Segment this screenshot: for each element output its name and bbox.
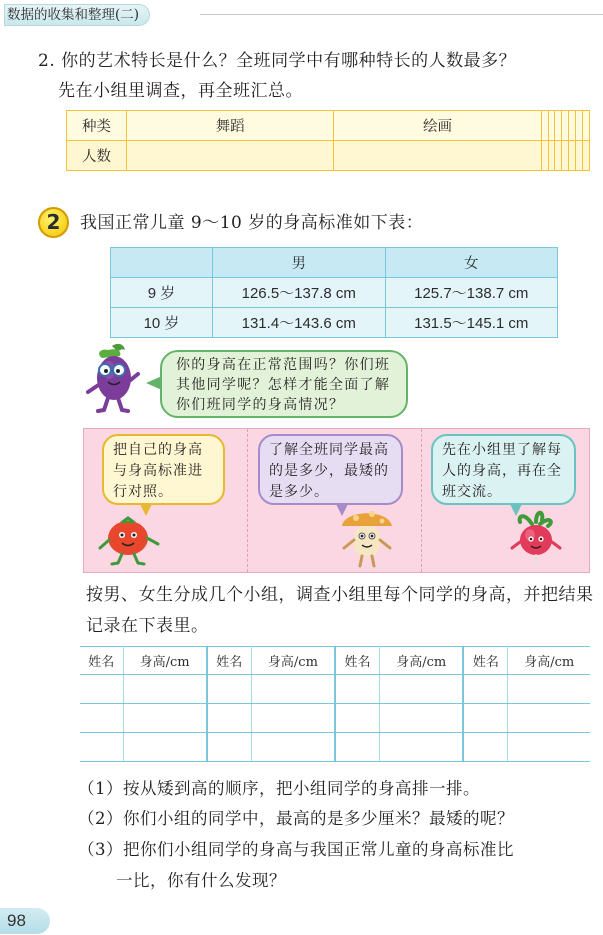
- talent-cell: 种类: [67, 111, 127, 141]
- record-header-height: 身高/cm: [123, 647, 207, 675]
- header-rule: [200, 14, 603, 15]
- record-table: [80, 646, 590, 762]
- height-table-row: [111, 308, 558, 338]
- panel-divider: [421, 429, 422, 572]
- record-header-name: 姓名: [207, 647, 252, 675]
- eggplant-speech-bubble: 你的身高在正常范围吗？你们班其他同学呢？怎样才能全面了解你们班同学的身高情况？: [160, 350, 408, 418]
- record-cell[interactable]: [463, 704, 508, 733]
- record-table-header: [80, 647, 590, 675]
- tomato-speech-bubble: 把自己的身高与身高标准进行对照。: [102, 434, 225, 505]
- talent-cell[interactable]: [576, 141, 583, 171]
- eggplant-character-icon: [78, 340, 148, 415]
- talent-cell[interactable]: [548, 111, 555, 141]
- talent-row-count: [67, 141, 590, 171]
- record-cell[interactable]: [380, 704, 464, 733]
- record-header-name: 姓名: [80, 647, 123, 675]
- record-table-row: [80, 675, 590, 704]
- talent-cell[interactable]: [555, 141, 562, 171]
- talent-cell: 舞蹈: [127, 111, 334, 141]
- question-2-line2: 先在小组里调查，再全班汇总。: [58, 81, 303, 101]
- question-2: [38, 46, 593, 106]
- talent-cell[interactable]: [562, 111, 569, 141]
- record-cell[interactable]: [207, 733, 252, 762]
- height-table-value: 131.4～143.6 cm: [213, 308, 386, 338]
- talent-cell[interactable]: [555, 111, 562, 141]
- record-cell[interactable]: [80, 704, 123, 733]
- page-header: [0, 0, 603, 30]
- record-cell[interactable]: [508, 733, 590, 762]
- talent-cell: 人数: [67, 141, 127, 171]
- mushroom-speech-bubble: 了解全班同学最高的是多少，最矮的是多少。: [258, 434, 403, 505]
- record-cell[interactable]: [463, 675, 508, 704]
- height-table-col-boys: 男: [213, 248, 386, 278]
- height-table-corner: [111, 248, 213, 278]
- section-number-badge: 2: [38, 207, 69, 238]
- record-header-height: 身高/cm: [380, 647, 464, 675]
- talent-cell[interactable]: [127, 141, 334, 171]
- talent-cell[interactable]: [334, 141, 541, 171]
- record-header-height: 身高/cm: [508, 647, 590, 675]
- radish-speech-bubble: 先在小组里了解每人的身高，再在全班交流。: [431, 434, 576, 505]
- subquestion-3: （3）把你们小组同学的身高与我国正常儿童的身高标准比: [78, 840, 514, 859]
- height-table-header: [111, 248, 558, 278]
- height-table-value: 126.5～137.8 cm: [213, 278, 386, 308]
- record-cell[interactable]: [335, 704, 380, 733]
- record-cell[interactable]: [123, 733, 207, 762]
- talent-cell[interactable]: [541, 141, 548, 171]
- talent-cell: 绘画: [334, 111, 541, 141]
- record-cell[interactable]: [508, 675, 590, 704]
- record-header-height: 身高/cm: [251, 647, 335, 675]
- tomato-character-icon: [96, 508, 166, 566]
- record-cell[interactable]: [207, 675, 252, 704]
- talent-cell[interactable]: [583, 111, 590, 141]
- talent-cell[interactable]: [569, 141, 576, 171]
- record-header-name: 姓名: [463, 647, 508, 675]
- talent-cell[interactable]: [583, 141, 590, 171]
- subquestion-1: （1）按从矮到高的顺序，把小组同学的身高排一排。: [78, 779, 480, 798]
- talent-cell[interactable]: [541, 111, 548, 141]
- record-cell[interactable]: [251, 733, 335, 762]
- record-cell[interactable]: [80, 733, 123, 762]
- question-2-line1: 2. 你的艺术特长是什么？全班同学中有哪种特长的人数最多？: [38, 51, 517, 71]
- radish-character-icon: [506, 508, 566, 566]
- panel-divider: [247, 429, 248, 572]
- record-table-row: [80, 733, 590, 762]
- record-cell[interactable]: [335, 675, 380, 704]
- record-cell[interactable]: [380, 675, 464, 704]
- record-cell[interactable]: [251, 675, 335, 704]
- subquestion-3-continued: 一比，你有什么发现？: [116, 871, 286, 890]
- record-cell[interactable]: [123, 704, 207, 733]
- talent-cell[interactable]: [569, 111, 576, 141]
- height-table-age: 9 岁: [111, 278, 213, 308]
- record-cell[interactable]: [463, 733, 508, 762]
- talent-table: [66, 110, 590, 171]
- record-cell[interactable]: [123, 675, 207, 704]
- page-number: 98: [0, 908, 50, 934]
- record-table-row: [80, 704, 590, 733]
- height-table-age: 10 岁: [111, 308, 213, 338]
- record-cell[interactable]: [380, 733, 464, 762]
- subquestion-2: （2）你们小组的同学中，最高的是多少厘米？最矮的呢？: [78, 809, 514, 828]
- height-table-col-girls: 女: [385, 248, 558, 278]
- record-cell[interactable]: [207, 704, 252, 733]
- section-2-intro: 我国正常儿童 9～10 岁的身高标准如下表：: [80, 213, 424, 233]
- record-cell[interactable]: [335, 733, 380, 762]
- height-table-value: 125.7～138.7 cm: [385, 278, 558, 308]
- record-cell[interactable]: [508, 704, 590, 733]
- chapter-title: 数据的收集和整理(二): [4, 4, 150, 26]
- talent-cell[interactable]: [548, 141, 555, 171]
- height-standard-table: [110, 247, 558, 338]
- talent-cell[interactable]: [562, 141, 569, 171]
- talent-row-kind: [67, 111, 590, 141]
- talent-cell[interactable]: [576, 111, 583, 141]
- survey-instruction: 按男、女生分成几个小组，调查小组里每个同学的身高，并把结果记录在下表里。: [86, 585, 594, 636]
- record-header-name: 姓名: [335, 647, 380, 675]
- record-cell[interactable]: [80, 675, 123, 704]
- height-table-row: [111, 278, 558, 308]
- record-cell[interactable]: [251, 704, 335, 733]
- mushroom-character-icon: [338, 504, 396, 568]
- height-table-value: 131.5～145.1 cm: [385, 308, 558, 338]
